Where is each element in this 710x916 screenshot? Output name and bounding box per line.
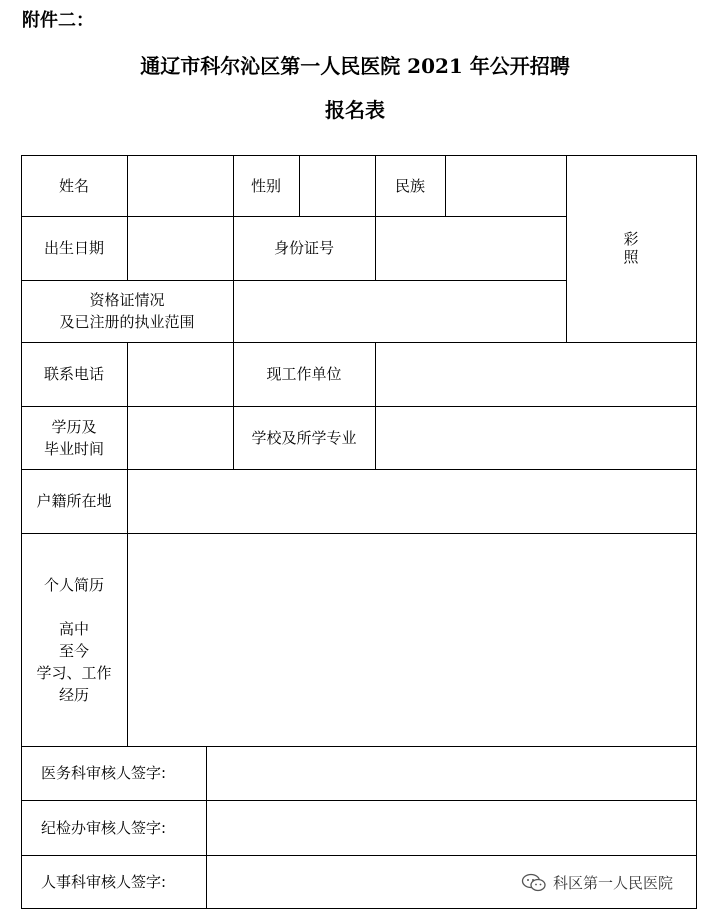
table-line	[206, 746, 207, 908]
name-label: 姓名	[58, 176, 89, 195]
medical-review-label: 医务科审核人签字:	[41, 764, 167, 782]
table-line	[127, 155, 128, 280]
table-line	[566, 155, 567, 342]
qualification-label: 资格证情况 及已注册的执业范围	[59, 291, 195, 331]
table-line	[127, 342, 128, 746]
household-registration-label: 户籍所在地	[36, 492, 112, 510]
birth-date-label: 出生日期	[43, 239, 104, 257]
resume-label: 个人简历 高中 至今 学习、工作 经历	[36, 575, 112, 704]
id-number-label: 身份证号	[273, 239, 334, 257]
wechat-icon	[521, 873, 547, 893]
watermark	[521, 872, 673, 893]
table-line	[375, 342, 376, 469]
table-line	[696, 155, 697, 909]
annex-label: 附件二：	[22, 10, 94, 31]
form-title: 通辽市科尔沁区第一人民医院 2021 年公开招聘	[140, 54, 570, 78]
phone-label: 联系电话	[43, 365, 104, 383]
education-label: 学历及 毕业时间	[43, 417, 104, 458]
table-line	[445, 155, 446, 216]
table-line	[21, 908, 696, 909]
current-employer-label: 现工作单位	[266, 365, 342, 383]
discipline-review-label: 纪检办审核人签字:	[41, 818, 167, 837]
ethnicity-label: 民族	[394, 176, 425, 195]
table-line	[299, 155, 300, 216]
photo-label: 彩照	[623, 230, 639, 266]
school-major-label: 学校及所学专业	[251, 428, 357, 447]
hr-review-label: 人事科审核人签字:	[41, 872, 167, 891]
form-subtitle: 报名表	[325, 98, 385, 122]
gender-label: 性别	[250, 176, 281, 195]
watermark-text: 科区第一人民医院	[553, 874, 674, 892]
